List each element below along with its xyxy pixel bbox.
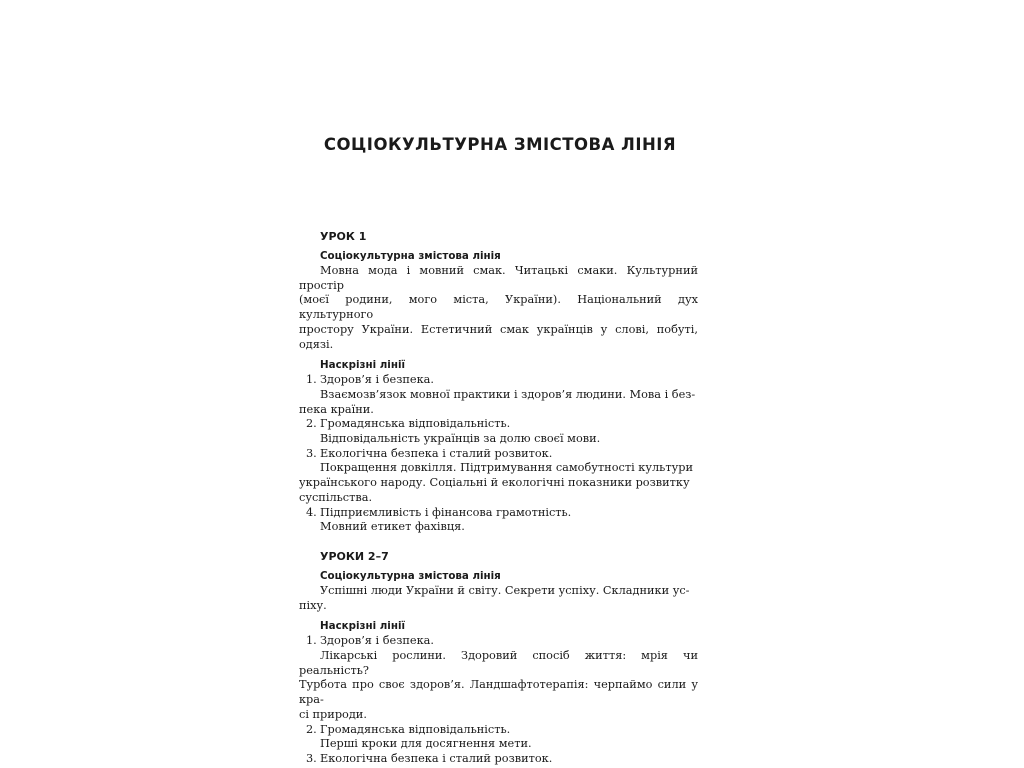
item-description: українського народу. Соціальні й екологічні показники розвитку [299,476,690,490]
content-line-heading: Соціокультурна змістова лінія [320,569,501,582]
lesson-heading: УРОКИ 2–7 [320,549,389,563]
list-item [299,447,698,462]
item-description: Відповідальність українців за долю своєї мови. [320,432,601,446]
item-number: 2. [306,722,317,736]
item-description: Взаємозв’язок мовної практики і здоров’я людини. Мова і без- [320,387,696,401]
text-line: Успішні люди України й світу. Секрети успіху. Складники ус- [320,583,690,597]
cross-lines-list [299,634,698,766]
cross-lines-heading: Наскрізні лінії [320,620,406,633]
list-item [299,506,698,521]
item-description: Турбота про своє здоров’я. Ландшафтотерапія: черпаймо сили у кра- [299,678,698,707]
item-description: Покращення довкілля. Підтримування самобутності культури [320,461,693,475]
item-title: Громадянська відповідальність. [320,722,511,736]
item-description: Перші кроки для досягнення мети. [320,737,532,751]
item-title: Громадянська відповідальність. [320,417,511,431]
item-number: 2. [306,417,317,431]
list-item [299,752,698,767]
item-title: Здоров’я і безпека. [320,634,434,648]
text-line: Мовна мода і мовний смак. Читацькі смаки. Культурний простір [299,264,698,292]
item-title: Підприємливість і фінансова грамотність. [320,505,572,519]
page-title: СОЦІОКУЛЬТУРНА ЗМІСТОВА ЛІНІЯ [323,135,677,154]
item-description: пека країни. [299,402,374,416]
item-title: Екологічна безпека і сталий розвиток. [320,446,553,460]
lesson-heading: УРОК 1 [320,230,367,243]
item-number: 4. [306,505,317,519]
content-line-text [299,264,698,352]
list-item [299,417,698,432]
list-item [299,723,698,738]
text-line: (моєї родини, мого міста, України). Національний дух культурного [299,293,698,322]
list-item [299,373,698,388]
item-title: Екологічна безпека і сталий розвиток. [320,751,553,765]
content-line-text [299,584,698,613]
lesson-content [299,228,698,767]
item-description: суспільства. [299,490,373,504]
item-description: Мовний етикет фахівця. [320,520,465,534]
text-line: простору України. Естетичний смак українців у слові, побуті, одязі. [299,322,698,351]
cross-lines-list [299,373,698,535]
item-description: сі природи. [299,707,367,721]
content-line-heading: Соціокультурна змістова лінія [320,250,501,262]
cross-lines-heading: Наскрізні лінії [320,359,406,372]
item-number: 1. [306,634,317,648]
item-description: Лікарські рослини. Здоровий спосіб життя: мрія чи реальність? [299,649,698,677]
item-title: Здоров’я і безпека. [320,373,434,387]
item-number: 3. [306,446,317,460]
item-number: 1. [306,373,317,387]
item-number: 3. [306,751,317,765]
list-item [299,634,698,649]
text-line: піху. [299,598,327,612]
